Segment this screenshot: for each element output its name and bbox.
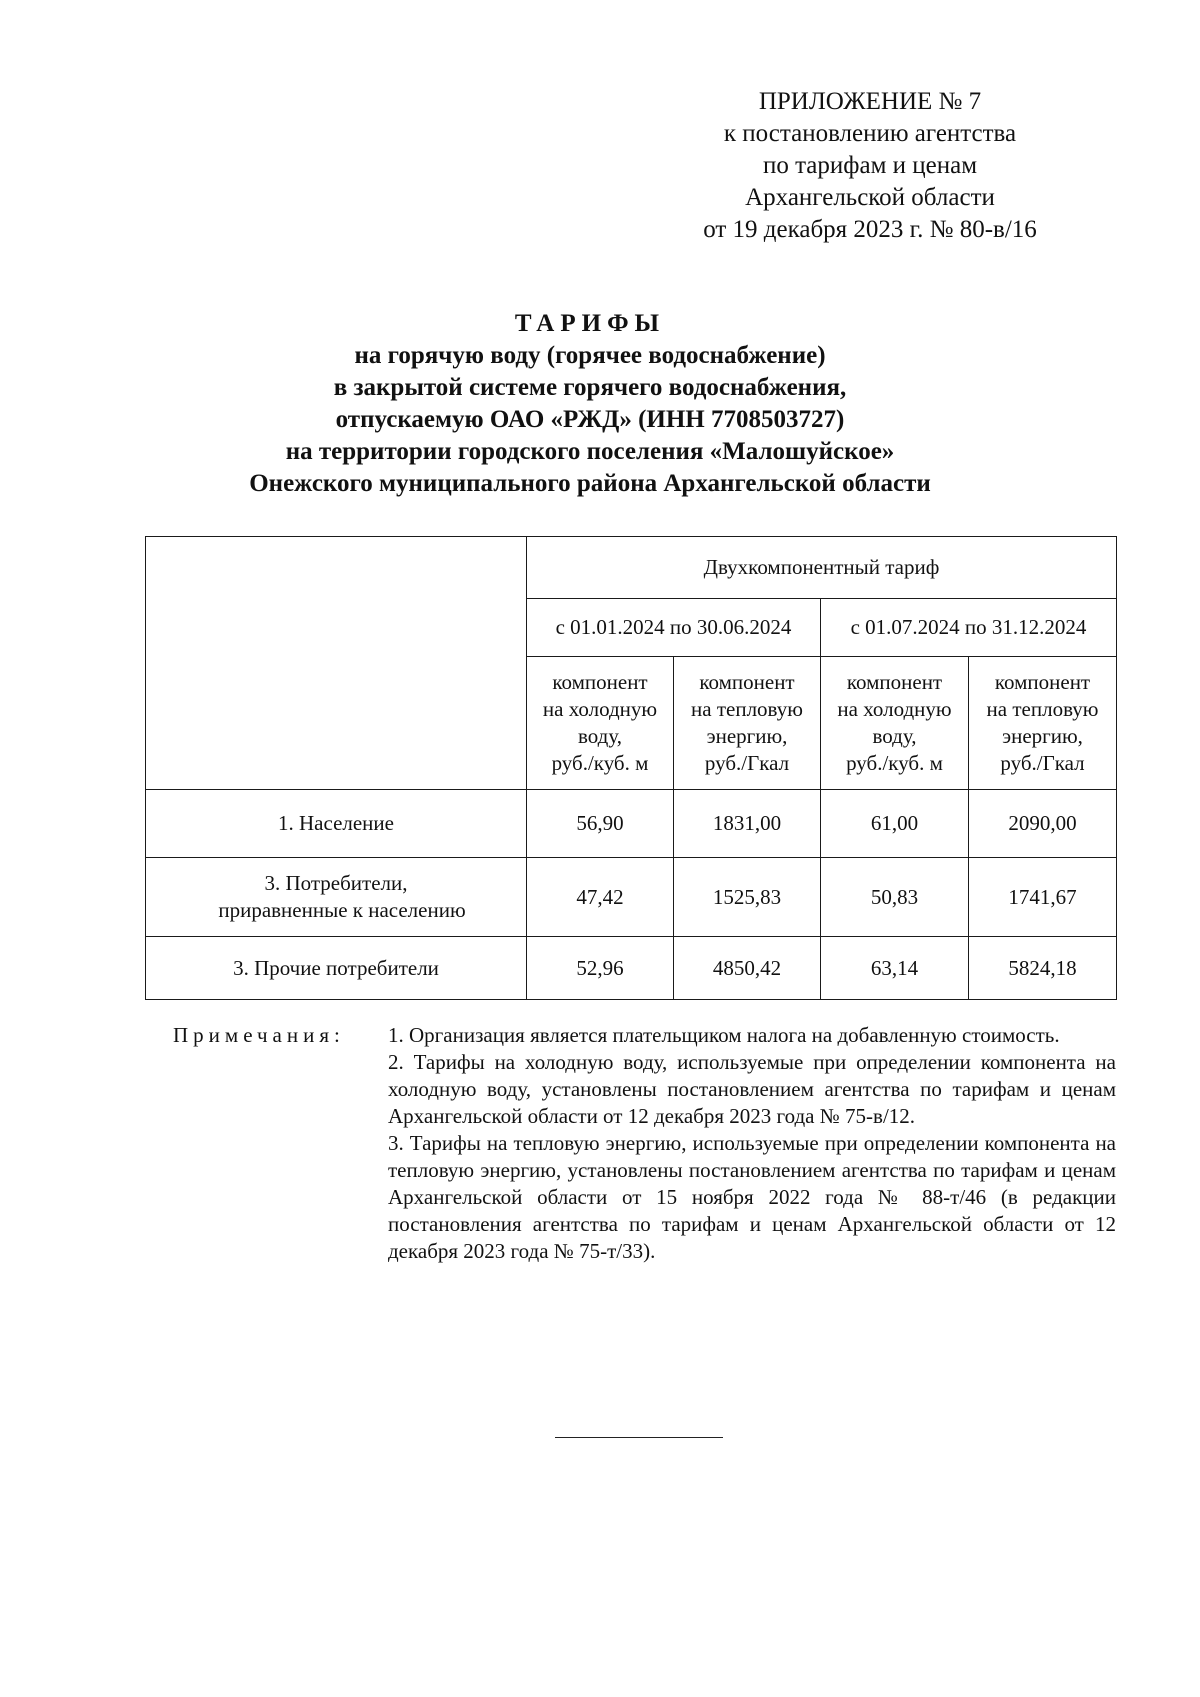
value-cell: 63,14: [821, 937, 969, 1000]
row-label: [146, 858, 527, 937]
value-cell: 2090,00: [969, 790, 1117, 858]
component-header-text: на холодную: [837, 697, 952, 721]
appendix-reference: к постановлению агентства: [723, 120, 1017, 147]
title-line-3: отпускаемую ОАО «РЖД» (ИНН 7708503727): [335, 406, 845, 433]
appendix-region: Архангельской области: [745, 184, 995, 211]
value-cell: 56,90: [527, 790, 674, 858]
component-header-text: на тепловую: [691, 697, 803, 721]
component-header-text: энергию,: [706, 724, 788, 748]
period-header-1: с 01.01.2024 по 30.06.2024: [527, 599, 821, 657]
value-cell: 4850,42: [674, 937, 821, 1000]
component-header-unit: руб./Гкал: [704, 751, 790, 775]
component-header-heat-1: [674, 657, 821, 790]
appendix-number: ПРИЛОЖЕНИЕ № 7: [758, 88, 982, 115]
title-line-2: в закрытой системе горячего водоснабжения,: [333, 374, 847, 401]
component-header-text: компонент: [699, 670, 795, 694]
row-label-line-2: приравненные к населению: [218, 898, 466, 922]
note-item: 2. Тарифы на холодную воду, используемые при определении компонента на холодную воду, установлены постановлением агентства по тарифам и ценам Архангельской области от 12 декабря 2023 года № 75-в/12.: [388, 1050, 1116, 1128]
value-cell: 52,96: [527, 937, 674, 1000]
component-header-cold-2: [821, 657, 969, 790]
value-cell: 47,42: [527, 858, 674, 937]
value-cell: 1525,83: [674, 858, 821, 937]
row-label-line-1: 3. Потребители,: [264, 871, 408, 895]
component-header-text: компонент: [552, 670, 648, 694]
table-row-population: [146, 790, 1117, 858]
table-row-equivalent-consumers: [146, 858, 1117, 937]
notes-list: [388, 1022, 1116, 1265]
table-header-row: [146, 537, 1117, 599]
title-main: ТАРИФЫ: [514, 310, 666, 337]
title-line-1: на горячую воду (горячее водоснабжение): [354, 342, 826, 369]
tariff-table: [145, 536, 1117, 1000]
document-title: [130, 308, 1050, 500]
note-item: 3. Тарифы на тепловую энергию, используемые при определении компонента на тепловую энергию, установлены постановлением агентства по тарифам и ценам Архангельской области от 15 ноября 2022 года № 88-т/46 (в редакции постановления агентства по тарифам и ценам Архангельской области от 12 декабря 2023 года № 75-т/33).: [388, 1131, 1116, 1263]
component-header-unit: руб./Гкал: [1000, 751, 1085, 775]
row-label: 1. Население: [146, 790, 527, 858]
component-header-text: на тепловую: [986, 697, 1099, 721]
table-row-other-consumers: [146, 937, 1117, 1000]
value-cell: 61,00: [821, 790, 969, 858]
component-header-unit: руб./куб. м: [551, 751, 649, 775]
note-item: 1. Организация является плательщиком налога на добавленную стоимость.: [388, 1023, 1060, 1047]
title-line-4: на территории городского поселения «Малошуйское»: [285, 438, 895, 465]
value-cell: 1741,67: [969, 858, 1117, 937]
value-cell: 1831,00: [674, 790, 821, 858]
tariff-type-header: Двухкомпонентный тариф: [527, 537, 1117, 599]
component-header-text: энергию,: [1002, 724, 1083, 748]
component-header-unit: руб./куб. м: [846, 751, 943, 775]
appendix-agency: по тарифам и ценам: [762, 152, 978, 179]
value-cell: 5824,18: [969, 937, 1117, 1000]
value-cell: 50,83: [821, 858, 969, 937]
component-header-text: воду,: [872, 724, 917, 748]
appendix-date: от 19 декабря 2023 г. № 80-в/16: [703, 216, 1037, 243]
empty-corner-cell: [146, 537, 527, 790]
notes-label: Примечания:: [173, 1023, 345, 1047]
period-header-2: с 01.07.2024 по 31.12.2024: [821, 599, 1117, 657]
component-header-heat-2: [969, 657, 1117, 790]
component-header-text: воду,: [578, 724, 622, 748]
component-header-text: компонент: [846, 670, 943, 694]
component-header-text: компонент: [994, 670, 1091, 694]
appendix-header: [640, 86, 1100, 246]
component-header-text: на холодную: [542, 697, 658, 721]
row-label: 3. Прочие потребители: [146, 937, 527, 1000]
component-header-cold-1: [527, 657, 674, 790]
title-line-5: Онежского муниципального района Архангельской области: [249, 470, 931, 497]
closing-divider: [555, 1437, 723, 1438]
